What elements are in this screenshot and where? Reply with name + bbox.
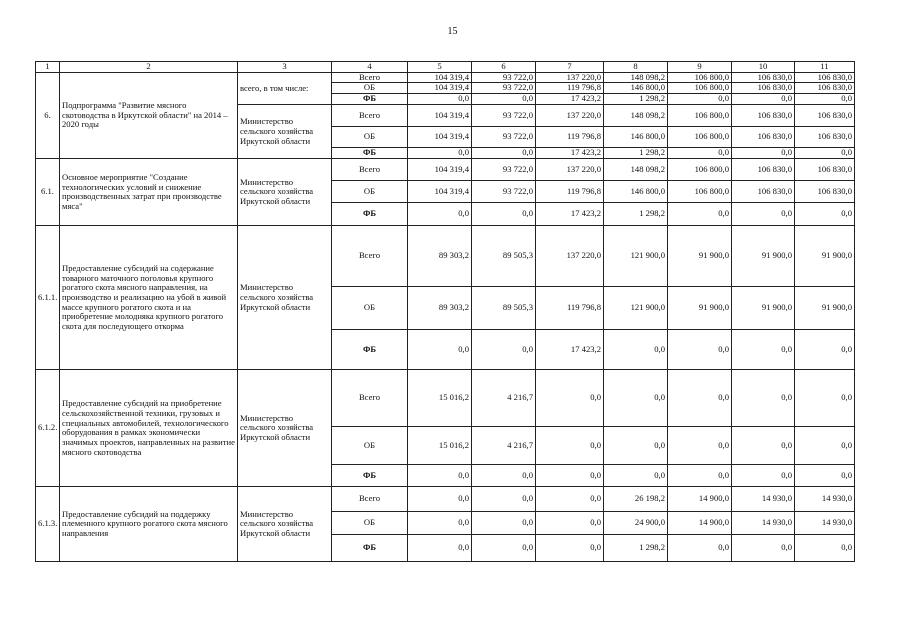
row-code: 6.1.2.	[36, 370, 60, 487]
table-row	[36, 487, 855, 512]
amount-cell: 0,0	[732, 465, 795, 487]
amount-cell: 104 319,4	[408, 83, 472, 94]
activity-name: Предоставление субсидий на содержание товарного маточного поголовья крупного рогатого скота мясного направления, на производство и реализацию на убой в живой массе крупного рогатого скота и на приобретение молодняка крупного рогатого скота для последующего откорма	[60, 226, 238, 370]
amount-cell: 146 800,0	[604, 83, 668, 94]
executor-name: Министерство сельского хозяйства Иркутской области	[238, 105, 332, 159]
amount-cell: 0,0	[668, 370, 732, 427]
amount-cell: 14 930,0	[795, 487, 855, 512]
table-row	[36, 226, 855, 287]
amount-cell: 104 319,4	[408, 181, 472, 203]
table-row	[36, 72, 855, 83]
amount-cell: 0,0	[536, 512, 604, 535]
amount-cell: 89 303,2	[408, 287, 472, 330]
amount-cell: 106 830,0	[732, 127, 795, 148]
funding-source: ОБ	[332, 83, 408, 94]
funding-source: ФБ	[332, 535, 408, 562]
amount-cell: 0,0	[604, 330, 668, 370]
amount-cell: 0,0	[795, 94, 855, 105]
amount-cell: 148 098,2	[604, 105, 668, 127]
amount-cell: 1 298,2	[604, 203, 668, 226]
amount-cell: 14 930,0	[732, 487, 795, 512]
amount-cell: 0,0	[472, 148, 536, 159]
page-number: 15	[447, 26, 458, 37]
table-row	[36, 370, 855, 427]
amount-cell: 106 830,0	[732, 181, 795, 203]
amount-cell: 0,0	[795, 465, 855, 487]
funding-source: ОБ	[332, 127, 408, 148]
amount-cell: 26 198,2	[604, 487, 668, 512]
amount-cell: 137 220,0	[536, 226, 604, 287]
column-number: 10	[732, 62, 795, 73]
amount-cell: 91 900,0	[795, 226, 855, 287]
amount-cell: 0,0	[668, 465, 732, 487]
amount-cell: 0,0	[668, 330, 732, 370]
amount-cell: 0,0	[472, 512, 536, 535]
amount-cell: 121 900,0	[604, 226, 668, 287]
amount-cell: 91 900,0	[795, 287, 855, 330]
amount-cell: 1 298,2	[604, 94, 668, 105]
amount-cell: 15 016,2	[408, 427, 472, 465]
funding-source: ОБ	[332, 512, 408, 535]
amount-cell: 0,0	[472, 203, 536, 226]
funding-source: ОБ	[332, 427, 408, 465]
funding-source: ФБ	[332, 94, 408, 105]
amount-cell: 93 722,0	[472, 159, 536, 181]
table-row	[36, 159, 855, 181]
amount-cell: 146 800,0	[604, 127, 668, 148]
amount-cell: 0,0	[408, 465, 472, 487]
budget-table-body	[36, 62, 855, 562]
column-number: 4	[332, 62, 408, 73]
executor-name: Министерство сельского хозяйства Иркутской области	[238, 487, 332, 562]
amount-cell: 0,0	[408, 535, 472, 562]
amount-cell: 121 900,0	[604, 287, 668, 330]
amount-cell: 4 216,7	[472, 427, 536, 465]
amount-cell: 91 900,0	[668, 287, 732, 330]
amount-cell: 119 796,8	[536, 83, 604, 94]
amount-cell: 104 319,4	[408, 127, 472, 148]
amount-cell: 106 800,0	[668, 72, 732, 83]
amount-cell: 0,0	[472, 330, 536, 370]
amount-cell: 0,0	[668, 94, 732, 105]
amount-cell: 104 319,4	[408, 159, 472, 181]
column-number: 2	[60, 62, 238, 73]
column-number: 8	[604, 62, 668, 73]
executor-name: Министерство сельского хозяйства Иркутской области	[238, 159, 332, 226]
amount-cell: 106 830,0	[732, 159, 795, 181]
amount-cell: 146 800,0	[604, 181, 668, 203]
amount-cell: 137 220,0	[536, 105, 604, 127]
amount-cell: 106 800,0	[668, 181, 732, 203]
amount-cell: 0,0	[472, 487, 536, 512]
amount-cell: 89 505,3	[472, 226, 536, 287]
amount-cell: 106 800,0	[668, 83, 732, 94]
amount-cell: 104 319,4	[408, 105, 472, 127]
amount-cell: 0,0	[408, 330, 472, 370]
funding-source: Всего	[332, 105, 408, 127]
amount-cell: 0,0	[408, 94, 472, 105]
row-code: 6.1.1.	[36, 226, 60, 370]
amount-cell: 17 423,2	[536, 148, 604, 159]
amount-cell: 106 830,0	[795, 181, 855, 203]
funding-source: ФБ	[332, 203, 408, 226]
amount-cell: 0,0	[668, 427, 732, 465]
activity-name: Основное мероприятие "Создание технологических условий и снижение производственных затрат при производстве мяса"	[60, 159, 238, 226]
amount-cell: 148 098,2	[604, 72, 668, 83]
amount-cell: 0,0	[604, 427, 668, 465]
amount-cell: 0,0	[536, 535, 604, 562]
amount-cell: 106 830,0	[795, 127, 855, 148]
amount-cell: 0,0	[795, 370, 855, 427]
amount-cell: 0,0	[472, 535, 536, 562]
amount-cell: 14 930,0	[732, 512, 795, 535]
amount-cell: 14 930,0	[795, 512, 855, 535]
amount-cell: 4 216,7	[472, 370, 536, 427]
amount-cell: 0,0	[536, 427, 604, 465]
amount-cell: 15 016,2	[408, 370, 472, 427]
column-number: 7	[536, 62, 604, 73]
amount-cell: 106 800,0	[668, 159, 732, 181]
budget-table	[35, 61, 855, 562]
amount-cell: 0,0	[472, 465, 536, 487]
amount-cell: 93 722,0	[472, 72, 536, 83]
amount-cell: 0,0	[732, 94, 795, 105]
amount-cell: 106 830,0	[795, 72, 855, 83]
amount-cell: 137 220,0	[536, 159, 604, 181]
row-code: 6.1.	[36, 159, 60, 226]
amount-cell: 0,0	[536, 370, 604, 427]
amount-cell: 0,0	[732, 370, 795, 427]
funding-source: ФБ	[332, 330, 408, 370]
amount-cell: 0,0	[795, 535, 855, 562]
row-code: 6.	[36, 72, 60, 159]
amount-cell: 91 900,0	[668, 226, 732, 287]
amount-cell: 0,0	[604, 370, 668, 427]
amount-cell: 17 423,2	[536, 203, 604, 226]
activity-name: Предоставление субсидий на приобретение сельскохозяйственной техники, грузовых и специальных автомобилей, технологического оборудования в рамках экономически значимых проектов, направленных на развитие мясного скотоводства	[60, 370, 238, 487]
row-code: 6.1.3.	[36, 487, 60, 562]
column-number-row	[36, 62, 855, 73]
amount-cell: 119 796,8	[536, 287, 604, 330]
amount-cell: 93 722,0	[472, 181, 536, 203]
amount-cell: 0,0	[732, 330, 795, 370]
funding-source: Всего	[332, 370, 408, 427]
amount-cell: 14 900,0	[668, 512, 732, 535]
amount-cell: 0,0	[795, 427, 855, 465]
funding-source: ОБ	[332, 287, 408, 330]
amount-cell: 0,0	[732, 148, 795, 159]
amount-cell: 0,0	[408, 203, 472, 226]
amount-cell: 0,0	[732, 535, 795, 562]
amount-cell: 119 796,8	[536, 127, 604, 148]
amount-cell: 0,0	[795, 148, 855, 159]
amount-cell: 0,0	[408, 148, 472, 159]
activity-name: Предоставление субсидий на поддержку племенного крупного рогатого скота мясного направления	[60, 487, 238, 562]
amount-cell: 0,0	[668, 148, 732, 159]
amount-cell: 89 303,2	[408, 226, 472, 287]
amount-cell: 106 830,0	[795, 83, 855, 94]
amount-cell: 0,0	[668, 203, 732, 226]
amount-cell: 0,0	[795, 330, 855, 370]
amount-cell: 119 796,8	[536, 181, 604, 203]
amount-cell: 0,0	[604, 465, 668, 487]
amount-cell: 106 800,0	[668, 105, 732, 127]
amount-cell: 93 722,0	[472, 127, 536, 148]
amount-cell: 1 298,2	[604, 148, 668, 159]
column-number: 1	[36, 62, 60, 73]
amount-cell: 106 800,0	[668, 127, 732, 148]
executor-name: Министерство сельского хозяйства Иркутской области	[238, 370, 332, 487]
amount-cell: 106 830,0	[795, 159, 855, 181]
funding-source: Всего	[332, 226, 408, 287]
amount-cell: 17 423,2	[536, 330, 604, 370]
amount-cell: 17 423,2	[536, 94, 604, 105]
amount-cell: 137 220,0	[536, 72, 604, 83]
amount-cell: 24 900,0	[604, 512, 668, 535]
amount-cell: 0,0	[408, 512, 472, 535]
amount-cell: 0,0	[536, 465, 604, 487]
amount-cell: 0,0	[408, 487, 472, 512]
amount-cell: 148 098,2	[604, 159, 668, 181]
amount-cell: 91 900,0	[732, 287, 795, 330]
column-number: 5	[408, 62, 472, 73]
amount-cell: 0,0	[668, 535, 732, 562]
amount-cell: 0,0	[536, 487, 604, 512]
executor-name: всего, в том числе:	[238, 72, 332, 105]
column-number: 6	[472, 62, 536, 73]
funding-source: Всего	[332, 487, 408, 512]
executor-name: Министерство сельского хозяйства Иркутской области	[238, 226, 332, 370]
amount-cell: 89 505,3	[472, 287, 536, 330]
amount-cell: 91 900,0	[732, 226, 795, 287]
funding-source: ФБ	[332, 465, 408, 487]
amount-cell: 106 830,0	[732, 105, 795, 127]
amount-cell: 93 722,0	[472, 105, 536, 127]
funding-source: Всего	[332, 72, 408, 83]
funding-source: Всего	[332, 159, 408, 181]
funding-source: ФБ	[332, 148, 408, 159]
column-number: 3	[238, 62, 332, 73]
amount-cell: 0,0	[732, 427, 795, 465]
amount-cell: 106 830,0	[732, 83, 795, 94]
amount-cell: 1 298,2	[604, 535, 668, 562]
amount-cell: 0,0	[732, 203, 795, 226]
amount-cell: 93 722,0	[472, 83, 536, 94]
amount-cell: 106 830,0	[795, 105, 855, 127]
activity-name: Подпрограмма "Развитие мясного скотоводства в Иркутской области" на 2014 – 2020 годы	[60, 72, 238, 159]
column-number: 11	[795, 62, 855, 73]
funding-source: ОБ	[332, 181, 408, 203]
amount-cell: 106 830,0	[732, 72, 795, 83]
amount-cell: 14 900,0	[668, 487, 732, 512]
column-number: 9	[668, 62, 732, 73]
amount-cell: 0,0	[472, 94, 536, 105]
amount-cell: 0,0	[795, 203, 855, 226]
amount-cell: 104 319,4	[408, 72, 472, 83]
